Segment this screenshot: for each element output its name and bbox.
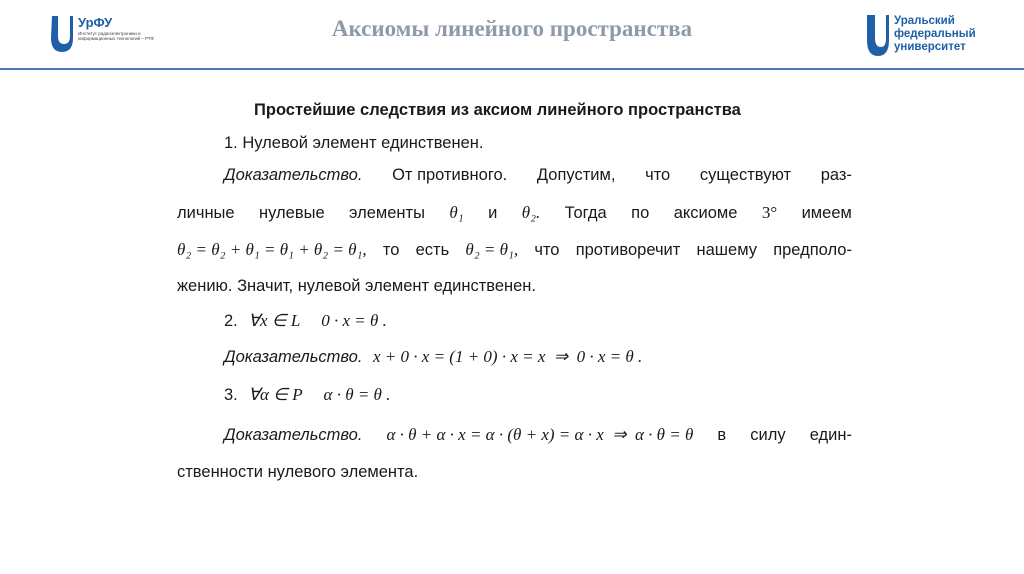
proof-3-math: α · θ + α · x = α · (θ + x) = α · x ⇒ α · θ = θ <box>386 425 694 444</box>
math-axiom-number: 3° <box>761 203 778 222</box>
proof-label: Доказательство. <box>224 426 363 444</box>
word: противоречит <box>575 241 681 259</box>
word: нулевые <box>259 204 325 222</box>
header-divider <box>0 68 1024 70</box>
page-title: Аксиомы линейного пространства <box>331 16 693 41</box>
item-3-math: ∀α ∈ P α · θ = θ . <box>248 385 391 404</box>
proof-3-line-1 <box>177 425 852 445</box>
word: что <box>645 166 671 184</box>
word: имеем <box>801 204 852 222</box>
proof-2 <box>224 347 642 367</box>
word: Допустим, <box>536 166 616 184</box>
urfu-university-logo <box>866 14 986 60</box>
word: нашему <box>696 241 757 259</box>
word: личные <box>177 204 235 222</box>
math-theta2: θ₂. <box>521 203 541 222</box>
proof-1-line-3 <box>177 240 852 260</box>
university-name-line3: университет <box>894 41 966 53</box>
math-equation: θ₂ = θ₁, <box>465 240 519 259</box>
item-2-math: ∀x ∈ L 0 · x = θ . <box>248 311 387 330</box>
university-name-line2: федеральный <box>894 28 976 40</box>
urfu-u-icon <box>866 14 890 58</box>
item-3 <box>224 385 390 405</box>
item-2-number: 2. <box>224 312 238 330</box>
word: От противного. <box>392 166 508 184</box>
word: силу <box>750 426 786 444</box>
section-heading: Простейшие следствия из аксиом линейного пространства <box>254 101 741 119</box>
word: существуют <box>699 166 792 184</box>
math-equation-chain: θ₂ = θ₂ + θ₁ = θ₁ + θ₂ = θ₁, <box>177 240 367 259</box>
word: и <box>488 204 498 222</box>
word: то <box>382 241 400 259</box>
word: что <box>534 241 560 259</box>
item-1: 1. Нулевой элемент единственен. <box>224 134 484 152</box>
word: един- <box>809 426 852 444</box>
urfu-name: УрФУ <box>78 15 113 30</box>
proof-2-math: x + 0 · x = (1 + 0) · x = x ⇒ 0 · x = θ . <box>373 347 643 366</box>
proof-1-line-2 <box>177 203 852 223</box>
university-name-line1: Уральский <box>894 15 955 27</box>
word: элементы <box>349 204 425 222</box>
university-name <box>894 15 976 54</box>
word: в <box>717 426 727 444</box>
word: есть <box>415 241 450 259</box>
proof-1-line-4: жению. Значит, нулевой элемент единственен. <box>177 277 537 295</box>
proof-1-line-1 <box>177 166 852 185</box>
math-theta1: θ₁ <box>449 203 464 222</box>
proof-3-line-2: ственности нулевого элемента. <box>177 463 419 481</box>
item-2 <box>224 311 387 331</box>
word: раз- <box>820 166 852 184</box>
word: аксиоме <box>673 204 738 222</box>
institute-name: Институт радиоэлектроники и информационных технологий – РТФ <box>78 31 154 41</box>
word: по <box>631 204 650 222</box>
proof-label: Доказательство. <box>224 348 363 366</box>
word: Тогда <box>564 204 607 222</box>
word: предполо- <box>773 241 852 259</box>
item-3-number: 3. <box>224 386 238 404</box>
proof-label: Доказательство. <box>224 166 363 184</box>
